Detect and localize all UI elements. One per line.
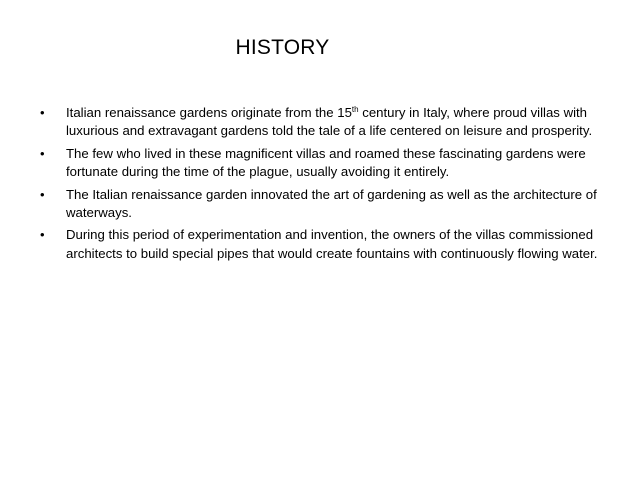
bullet-item xyxy=(40,186,615,223)
bullet-text: The few who lived in these magnificent villas and roamed these fascinating gardens were fortunate during the time of the plague, usually avoiding it entirely. xyxy=(66,145,586,180)
bullet-item xyxy=(40,226,615,263)
slide-title: HISTORY xyxy=(235,36,330,59)
bullet-list xyxy=(40,104,615,267)
bullet-icon: • xyxy=(40,186,45,202)
bullet-icon: • xyxy=(40,105,45,120)
bullet-icon: • xyxy=(40,145,45,161)
ordinal-superscript: th xyxy=(351,105,359,114)
bullet-icon: • xyxy=(40,227,45,243)
bullet-text-part: Italian renaissance gardens originate from the 15 xyxy=(66,105,352,120)
bullet-text: The Italian renaissance garden innovated the art of gardening as well as the architecture of waterways. xyxy=(66,186,597,221)
bullet-item xyxy=(40,145,615,182)
bullet-item xyxy=(40,104,615,141)
bullet-text: During this period of experimentation and invention, the owners of the villas commissioned architects to build special pipes that would create fountains with continuously flowing water. xyxy=(66,227,598,261)
bullet-text xyxy=(66,105,592,138)
bullet-text-part: century in Italy, where proud villas with luxurious and extravagant gardens told the tale of a life centered on leisure and prosperity. xyxy=(66,105,593,139)
